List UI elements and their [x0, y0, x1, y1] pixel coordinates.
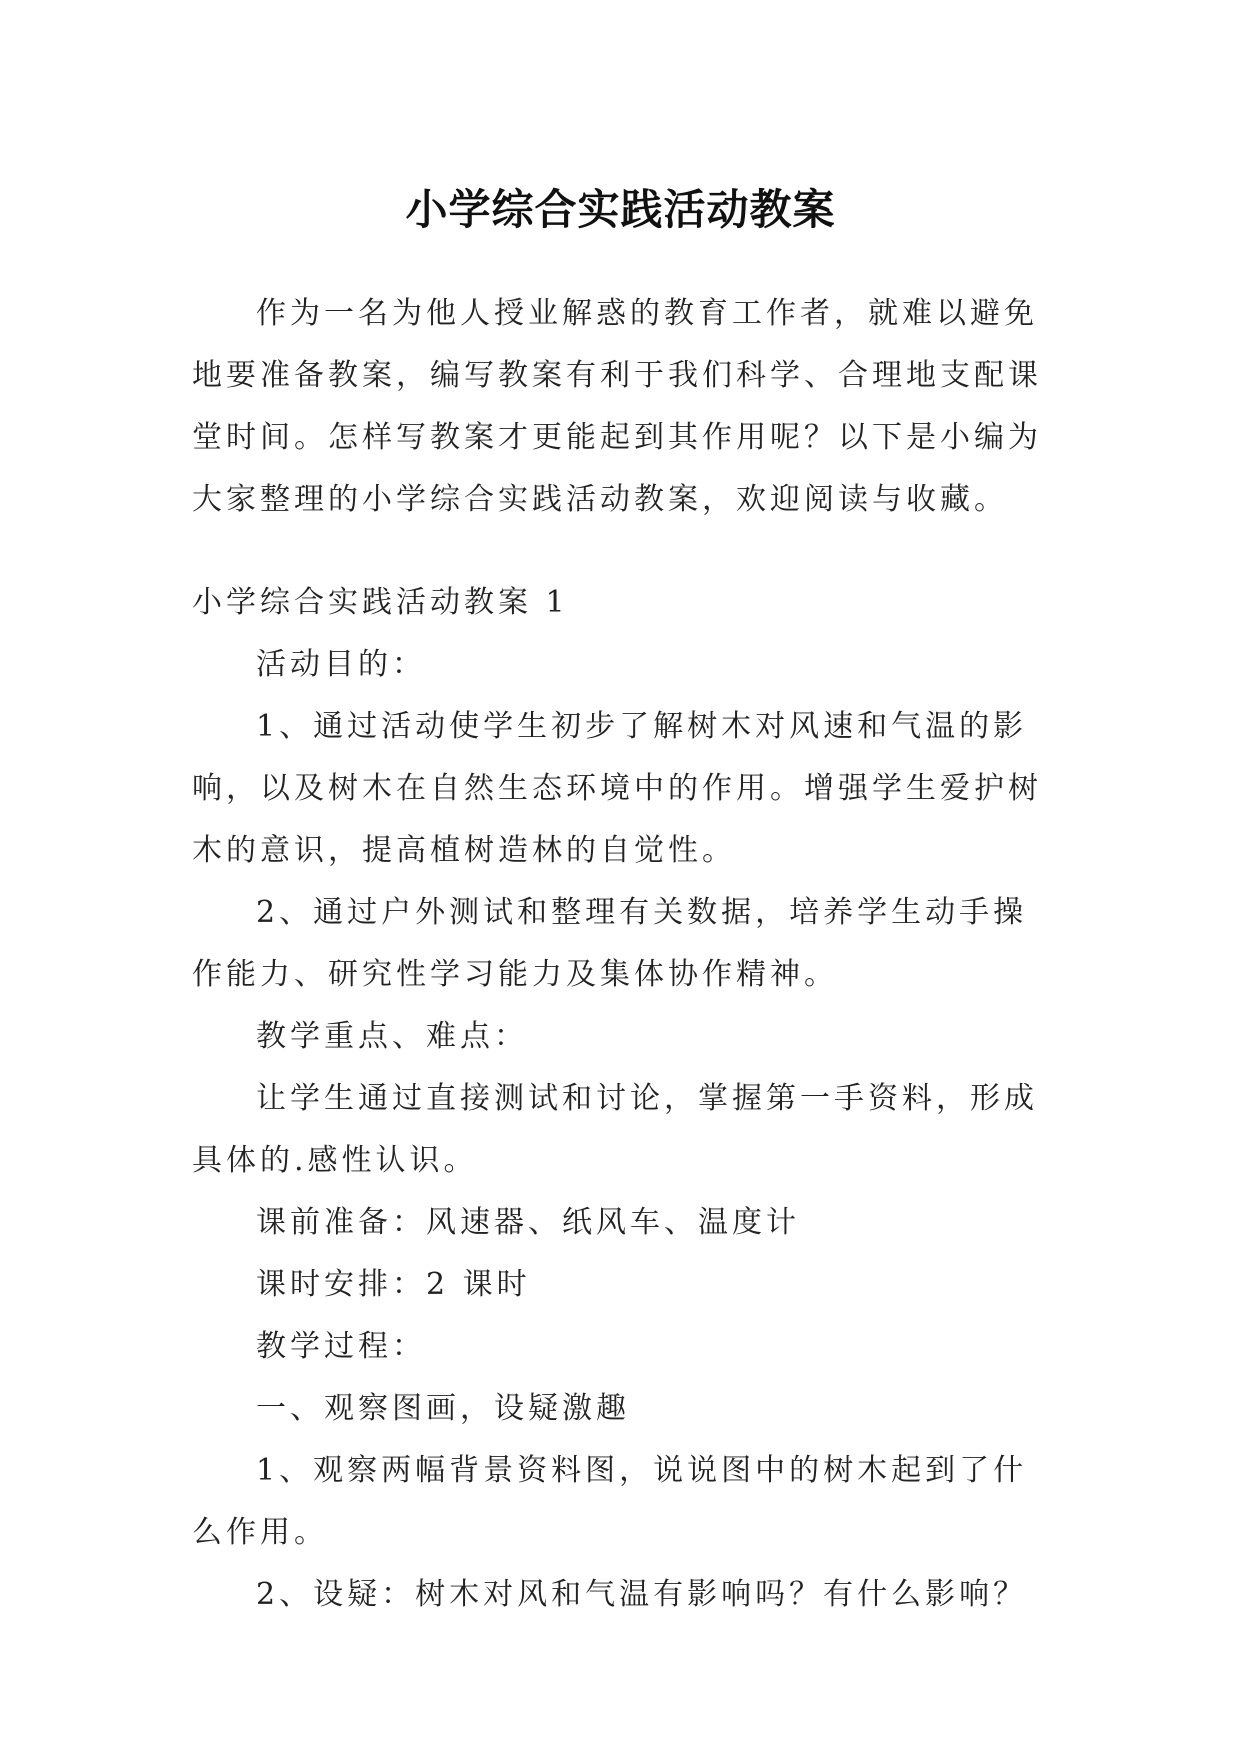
section-heading: 小学综合实践活动教案 1	[192, 585, 569, 620]
goal-paragraph-2: 2、通过户外测试和整理有关数据，培养学生动手操作能力、研究性学习能力及集体协作精神。	[192, 895, 1028, 992]
document-title: 小学综合实践活动教案	[405, 185, 836, 235]
step-one-item-2: 2、设疑：树木对风和气温有影响吗？有什么影响？	[256, 1577, 1028, 1612]
key-points-heading: 教学重点、难点：	[256, 1019, 528, 1054]
activity-goals-heading: 活动目的：	[256, 647, 426, 682]
step-one-item-1: 1、观察两幅背景资料图，说说图中的树木起到了什么作用。	[192, 1453, 1028, 1550]
key-points-paragraph: 让学生通过直接测试和讨论，掌握第一手资料，形成具体的.感性认识。	[192, 1081, 1038, 1178]
goal-paragraph-1: 1、通过活动使学生初步了解树木对风速和气温的影响，以及树木在自然生态环境中的作用。增强学生爱护树木的意识，提高植树造林的自觉性。	[192, 709, 1042, 868]
intro-paragraph: 作为一名为他人授业解惑的教育工作者，就难以避免地要准备教案，编写教案有利于我们科学、合理地支配课堂时间。怎样写教案才更能起到其作用呢？以下是小编为大家整理的小学综合实践活动教案，欢迎阅读与收藏。	[192, 296, 1042, 517]
lesson-plan-section	[192, 572, 1052, 1626]
process-heading: 教学过程：	[256, 1329, 426, 1364]
schedule-paragraph: 课时安排：2 课时	[256, 1267, 531, 1302]
preparation-paragraph: 课前准备：风速器、纸风车、温度计	[256, 1205, 800, 1240]
step-one-heading: 一、观察图画，设疑激趣	[256, 1391, 630, 1426]
